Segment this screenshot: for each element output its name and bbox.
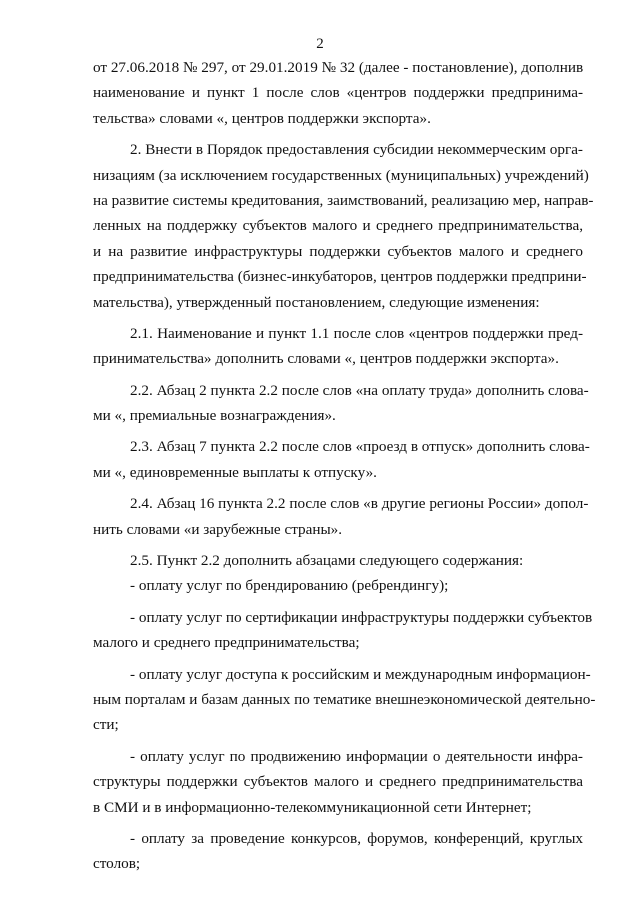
text-line: принимательства» дополнить словами «, центров поддержки экспорта». bbox=[93, 350, 559, 368]
text-line: структуры поддержки субъектов малого и среднего предпринимательства bbox=[93, 773, 583, 791]
paragraph bbox=[93, 573, 583, 598]
text-line: наименование и пункт 1 после слов «центров поддержки предпринима- bbox=[93, 84, 583, 102]
paragraph bbox=[93, 137, 594, 315]
text-line: и на развитие инфраструктуры поддержки субъектов малого и среднего bbox=[93, 242, 583, 260]
paragraph bbox=[93, 605, 593, 656]
text-line: ми «, премиальные вознаграждения». bbox=[93, 407, 336, 425]
text-line: 2.5. Пункт 2.2 дополнить абзацами следующего содержания: bbox=[130, 552, 524, 570]
text-line: столов; bbox=[93, 855, 141, 873]
text-line: ми «, единовременные выплаты к отпуску». bbox=[93, 463, 377, 481]
paragraph bbox=[93, 55, 583, 131]
text-line: ленных на поддержку субъектов малого и среднего предпринимательства, bbox=[93, 217, 583, 235]
paragraph bbox=[93, 378, 589, 429]
text-line: нить словами «и зарубежные страны». bbox=[93, 520, 343, 538]
paragraph bbox=[93, 491, 589, 542]
text-line: 2. Внести в Порядок предоставления субсидии некоммерческим орга- bbox=[130, 141, 583, 159]
text-line: ным порталам и базам данных по тематике внешнеэкономической деятельно- bbox=[93, 690, 596, 708]
text-line: малого и среднего предпринимательства; bbox=[93, 634, 360, 652]
text-line: 2.1. Наименование и пункт 1.1 после слов «центров поддержки пред- bbox=[130, 324, 583, 342]
text-line: мательства), утвержденный постановлением, следующие изменения: bbox=[93, 293, 540, 311]
paragraph bbox=[93, 826, 583, 877]
text-line: от 27.06.2018 № 297, от 29.01.2019 № 32 (далее - постановление), дополнив bbox=[93, 59, 584, 76]
paragraph bbox=[93, 548, 583, 573]
paragraph bbox=[93, 744, 583, 820]
text-line: на развитие системы кредитования, заимствований, реализацию мер, направ- bbox=[93, 191, 594, 209]
text-line: - оплату услуг по сертификации инфраструктуры поддержки субъектов bbox=[130, 608, 593, 626]
text-line: в СМИ и в информационно-телекоммуникационной сети Интернет; bbox=[93, 798, 532, 816]
text-line: - оплату за проведение конкурсов, форумов, конференций, круглых bbox=[130, 829, 583, 847]
document-body bbox=[93, 55, 596, 877]
text-line: сти; bbox=[93, 716, 119, 734]
paragraph bbox=[93, 434, 590, 485]
paragraph bbox=[93, 662, 596, 738]
text-line: - оплату услуг по продвижению информации о деятельности инфра- bbox=[130, 747, 583, 765]
text-line: 2.4. Абзац 16 пункта 2.2 после слов «в другие регионы России» допол- bbox=[130, 495, 589, 513]
paragraph bbox=[93, 321, 583, 372]
page-number: 2 bbox=[316, 36, 324, 52]
text-line: 2.2. Абзац 2 пункта 2.2 после слов «на оплату труда» дополнить слова- bbox=[130, 381, 589, 399]
text-line: тельства» словами «, центров поддержки экспорта». bbox=[93, 109, 431, 127]
text-line: низациям (за исключением государственных (муниципальных) учреждений) bbox=[93, 166, 589, 184]
text-line: предпринимательства (бизнес-инкубаторов, центров поддержки предприни- bbox=[93, 268, 587, 286]
text-line: 2.3. Абзац 7 пункта 2.2 после слов «проезд в отпуск» дополнить слова- bbox=[130, 438, 590, 456]
text-line: - оплату услуг доступа к российским и международным информацион- bbox=[130, 665, 591, 683]
text-line: - оплату услуг по брендированию (ребрендингу); bbox=[130, 577, 449, 595]
